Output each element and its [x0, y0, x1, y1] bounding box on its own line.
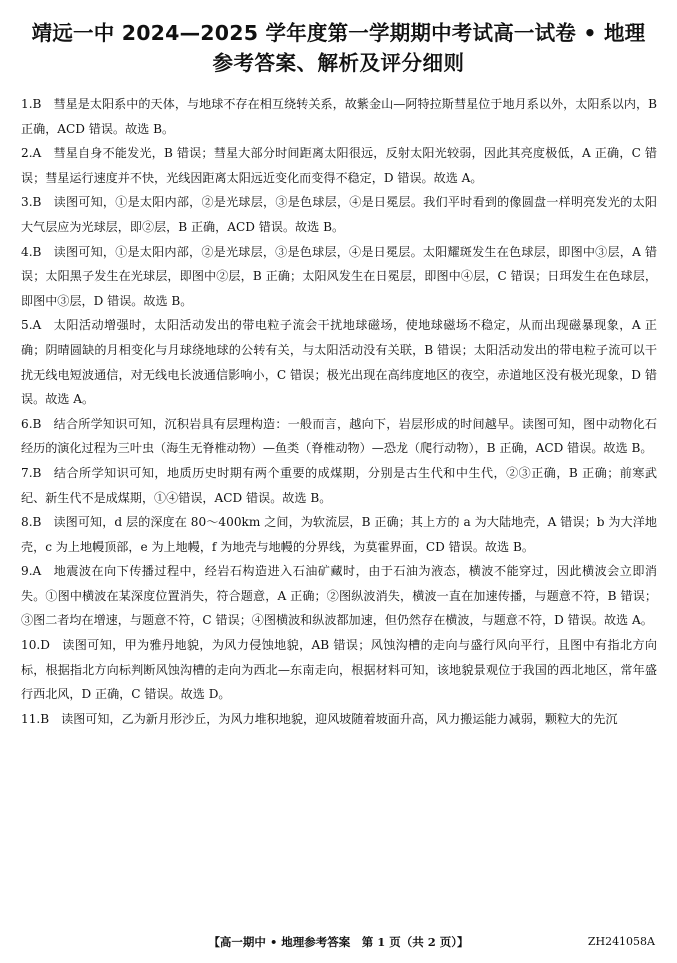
item-answer: B	[32, 244, 42, 259]
item-answer: A	[32, 146, 42, 161]
item-answer: D	[40, 638, 50, 653]
item-explanation: 结合所学知识可知，沉积岩具有层理构造：一般而言，越向下，岩层形成的时间越早。读图可知，图中动物化石经历的演化过程为三叶虫（海生无脊椎动物）—鱼类（脊椎动物）—恐龙（爬行动物），B 正确，ACD 错误。故选 B。	[21, 416, 657, 456]
item-explanation: 读图可知，乙为新月形沙丘，为风力堆积地貌，迎风坡随着坡面升高，风力搬运能力减弱，颗粒大的先沉	[61, 711, 618, 726]
item-answer: B	[32, 195, 42, 210]
item-explanation: 地震波在向下传播过程中，经岩石构造进入石油矿藏时，由于石油为液态，横波不能穿过，因此横波会立即消失。①图中横波在某深度位置消失，符合题意，A 正确；②图纵波消失，横波一直在加速传播，与题意不符，B 错误；③图二者均在增速，与题意不符，C 错误；④图横波和纵波都加速，但仍然存在横波，与题意不符，D 错误。故选 A。	[21, 564, 657, 628]
item-number: 5.	[21, 318, 33, 333]
item-number: 10.	[21, 638, 41, 653]
item-explanation: 彗星是太阳系中的天体，与地球不存在相互绕转关系，故紫金山—阿特拉斯彗星位于地月系以外，太阳系以内，B 正确，ACD 错误。故选 B。	[21, 97, 657, 136]
answer-item-9	[21, 559, 657, 633]
item-answer: B	[40, 711, 50, 726]
item-number: 8.	[21, 515, 33, 530]
item-number: 3.	[21, 195, 33, 210]
item-answer: B	[32, 515, 42, 530]
item-explanation: 太阳活动增强时，太阳活动发出的带电粒子流会干扰地球磁场，使地球磁场不稳定，从而出现磁暴现象，A 正确；阴晴圆缺的月相变化与月球绕地球的公转有关，与太阳活动没有关联，B 错误；太阳活动发出的带电粒子流可以干扰无线电短波通信，对无线电长波通信影响小，C 错误；极光出现在高纬度地区的夜空，赤道地区没有极光现象，D 错误。故选 A。	[21, 318, 657, 407]
item-explanation: 读图可知，甲为雅丹地貌，为风力侵蚀地貌，AB 错误；风蚀沟槽的走向与盛行风向平行，且图中有指北方向标，根据指北方向标判断风蚀沟槽的走向为西北—东南走向，根据材料可知，该地貌景观位于我国的西北地区，常年盛行西北风，D 正确，C 错误。故选 D。	[21, 638, 657, 702]
answer-item-3	[21, 190, 657, 239]
answer-list	[21, 92, 657, 731]
answer-item-6	[21, 412, 657, 461]
item-answer: B	[32, 465, 42, 480]
answer-item-4	[21, 240, 657, 314]
item-explanation: 读图可知，d 层的深度在 80～400km 之间，为软流层，B 正确；其上方的 a 为大陆地壳，A 错误；b 为大洋地壳，c 为上地幔顶部，e 为上地幔，f 为地壳与地幔的分界线，为莫霍界面，CD 错误。故选 B。	[21, 515, 657, 554]
answer-item-10	[21, 633, 657, 707]
item-answer: B	[32, 416, 42, 431]
footer-doc-code: ZH241058A	[587, 935, 655, 948]
footer-page-info: 【高一期中 • 地理参考答案 第 1 页（共 2 页）】	[208, 935, 469, 949]
item-explanation: 读图可知，①是太阳内部，②是光球层，③是色球层，④是日冕层。我们平时看到的像圆盘一样明亮发光的太阳大气层应为光球层，即②层，B 正确，ACD 错误。故选 B。	[21, 195, 657, 234]
answer-item-1	[21, 92, 657, 141]
item-answer: A	[32, 564, 42, 579]
document-subtitle: 参考答案、解析及评分细则	[212, 51, 465, 75]
page-footer	[0, 934, 677, 952]
item-explanation: 彗星自身不能发光，B 错误；彗星大部分时间距离太阳很远，反射太阳光较弱，因此其亮度极低，A 正确，C 错误；彗星运行速度并不快，光线因距离太阳远近变化而变得不稳定，D 错误。故选 A。	[21, 146, 657, 185]
item-answer: A	[32, 318, 42, 333]
answer-item-11	[21, 707, 657, 732]
item-explanation: 结合所学知识可知，地质历史时期有两个重要的成煤期，分别是古生代和中生代，②③正确，B 正确；前寒武纪、新生代不是成煤期，①④错误，ACD 错误。故选 B。	[21, 465, 657, 505]
item-number: 4.	[21, 244, 33, 259]
item-answer: B	[32, 97, 42, 111]
item-number: 1.	[21, 97, 33, 111]
answer-item-7	[21, 461, 657, 510]
item-number: 9.	[21, 564, 33, 579]
answer-item-2	[21, 141, 657, 190]
answer-item-8	[21, 510, 657, 559]
item-explanation: 读图可知，①是太阳内部，②是光球层，③是色球层，④是日冕层。太阳耀斑发生在色球层，即图中③层，A 错误；太阳黑子发生在光球层，即图中②层，B 正确；太阳风发生在日冕层，即图中④层，C 错误；日珥发生在色球层，即图中③层，D 错误。故选 B。	[21, 244, 657, 308]
document-title: 靖远一中 2024—2025 学年度第一学期期中考试高一试卷 • 地理	[31, 21, 646, 45]
item-number: 6.	[21, 416, 33, 431]
answer-item-5	[21, 313, 657, 411]
item-number: 11.	[21, 711, 41, 726]
item-number: 7.	[21, 465, 33, 480]
item-number: 2.	[21, 146, 33, 161]
